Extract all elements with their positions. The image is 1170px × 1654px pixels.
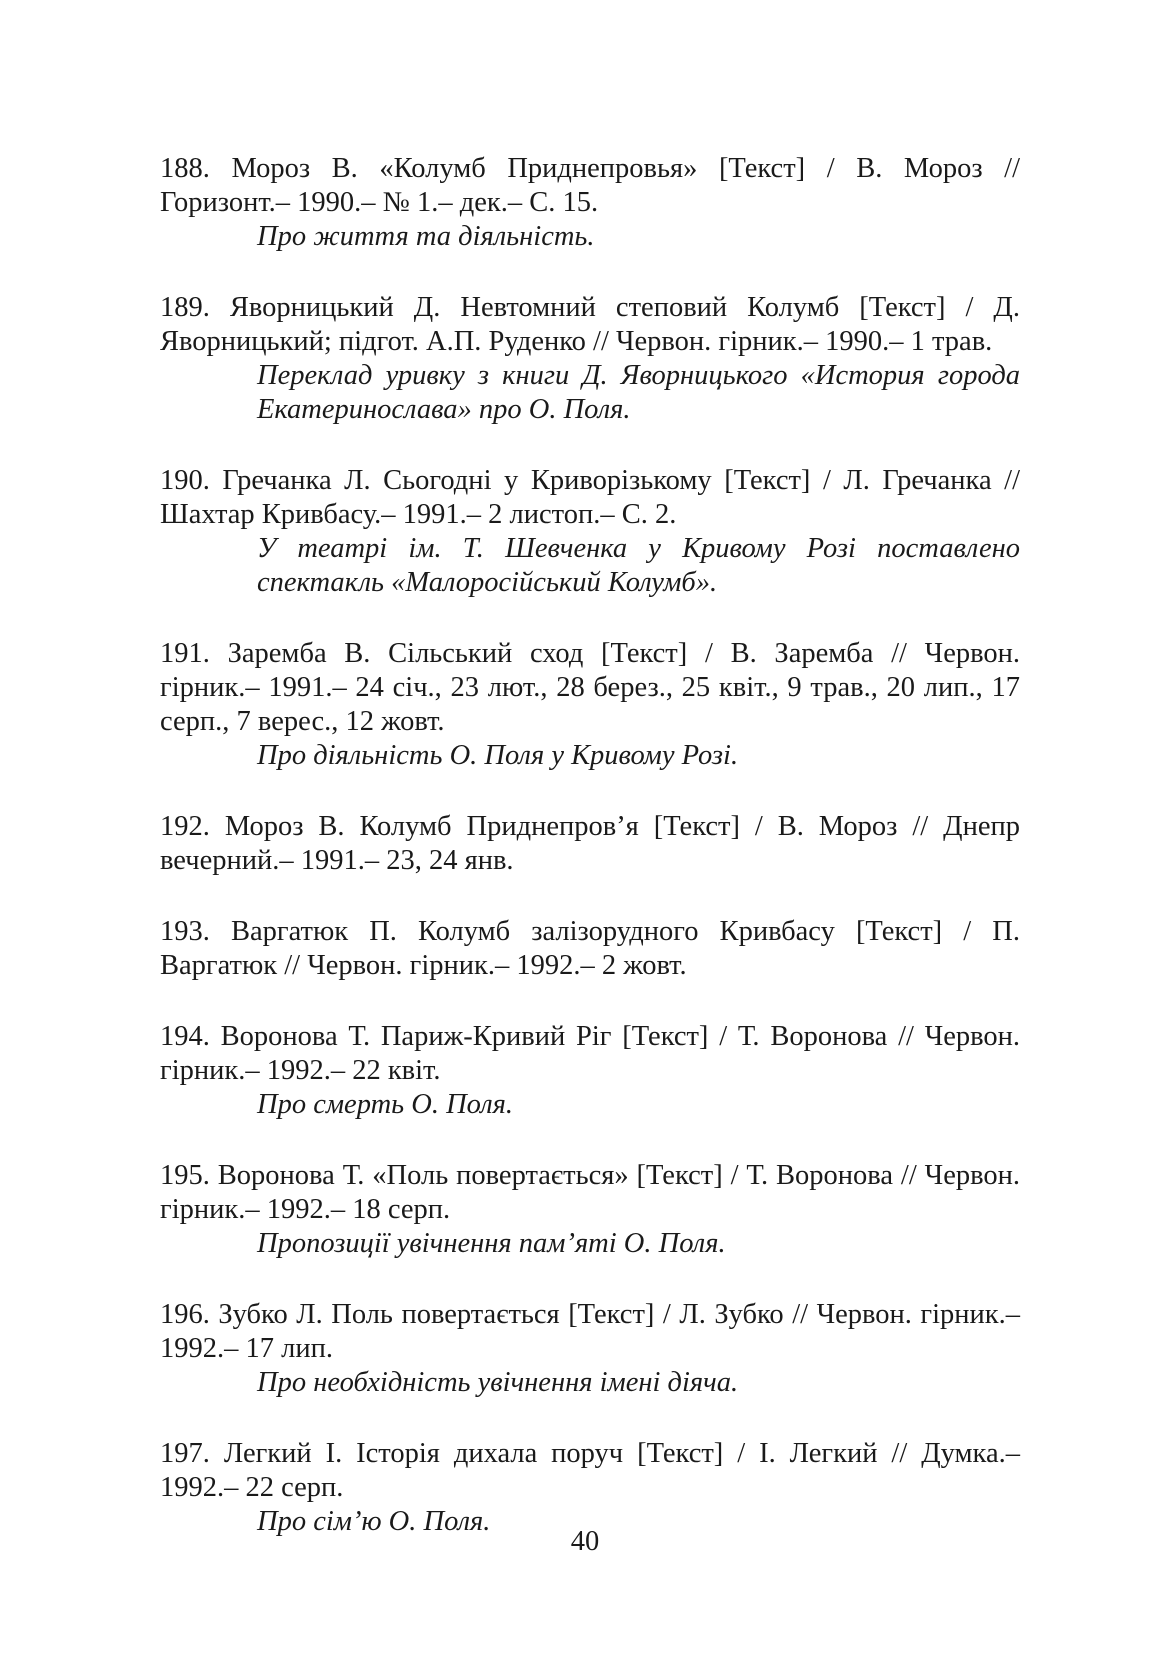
citation-text: 188. Мороз В. «Колумб Приднепровья» [Текст] / В. Мороз // Горизонт.– 1990.– № 1.– дек.– С. 15. xyxy=(160,153,1020,218)
entry-196 xyxy=(160,1298,1020,1400)
entry-194 xyxy=(160,1020,1020,1122)
entry-197 xyxy=(160,1437,1020,1539)
entry-193 xyxy=(160,915,1020,983)
citation-text: 196. Зубко Л. Поль повертається [Текст] / Л. Зубко // Червон. гірник.– 1992.– 17 лип. xyxy=(160,1299,1020,1364)
annotation-text: Про смерть О. Поля. xyxy=(257,1089,513,1120)
citation-text: 192. Мороз В. Колумб Приднепров’я [Текст] / В. Мороз // Днепр вечерний.– 1991.– 23, 24 янв. xyxy=(160,811,1020,876)
bibliography-page xyxy=(160,152,1020,1576)
entry-189 xyxy=(160,291,1020,427)
entry-195 xyxy=(160,1159,1020,1261)
citation-text: 193. Варгатюк П. Колумб залізорудного Кривбасу [Текст] / П. Варгатюк // Червон. гірник.– 1992.– 2 жовт. xyxy=(160,916,1020,981)
annotation-text: Пропозиції увічнення пам’яті О. Поля. xyxy=(257,1228,726,1259)
page-number: 40 xyxy=(570,1526,600,1557)
annotation-text: Переклад уривку з книги Д. Яворницького «История города Екатеринослава» про О. Поля. xyxy=(257,360,1020,425)
citation-text: 189. Яворницький Д. Невтомний степовий Колумб [Текст] / Д. Яворницький; підгот. А.П. Руденко // Червон. гірник.– 1990.– 1 трав. xyxy=(160,292,1020,357)
citation-text: 197. Легкий І. Історія дихала поруч [Текст] / І. Легкий // Думка.– 1992.– 22 серп. xyxy=(160,1438,1020,1503)
entry-192 xyxy=(160,810,1020,878)
annotation-text: Про необхідність увічнення імені діяча. xyxy=(257,1367,739,1398)
citation-text: 191. Заремба В. Сільський сход [Текст] / В. Заремба // Червон. гірник.– 1991.– 24 січ., 23 лют., 28 берез., 25 квіт., 9 трав., 20 лип., 17 серп., 7 верес., 12 жовт. xyxy=(160,638,1020,737)
entry-191 xyxy=(160,637,1020,773)
annotation-text: Про сім’ю О. Поля. xyxy=(257,1506,491,1537)
annotation-text: Про діяльність О. Поля у Кривому Розі. xyxy=(257,740,739,771)
citation-text: 190. Гречанка Л. Сьогодні у Криворізькому [Текст] / Л. Гречанка // Шахтар Кривбасу.– 1991.– 2 листоп.– С. 2. xyxy=(160,465,1020,530)
entry-190 xyxy=(160,464,1020,600)
entry-188 xyxy=(160,152,1020,254)
annotation-text: Про життя та діяльність. xyxy=(257,221,595,252)
citation-text: 194. Воронова Т. Париж-Кривий Ріг [Текст] / Т. Воронова // Червон. гірник.– 1992.– 22 квіт. xyxy=(160,1021,1020,1086)
citation-text: 195. Воронова Т. «Поль повертається» [Текст] / Т. Воронова // Червон. гірник.– 1992.– 18 серп. xyxy=(160,1160,1020,1225)
annotation-text: У театрі ім. Т. Шевченка у Кривому Розі поставлено спектакль «Малоросійський Колумб». xyxy=(257,533,1020,598)
